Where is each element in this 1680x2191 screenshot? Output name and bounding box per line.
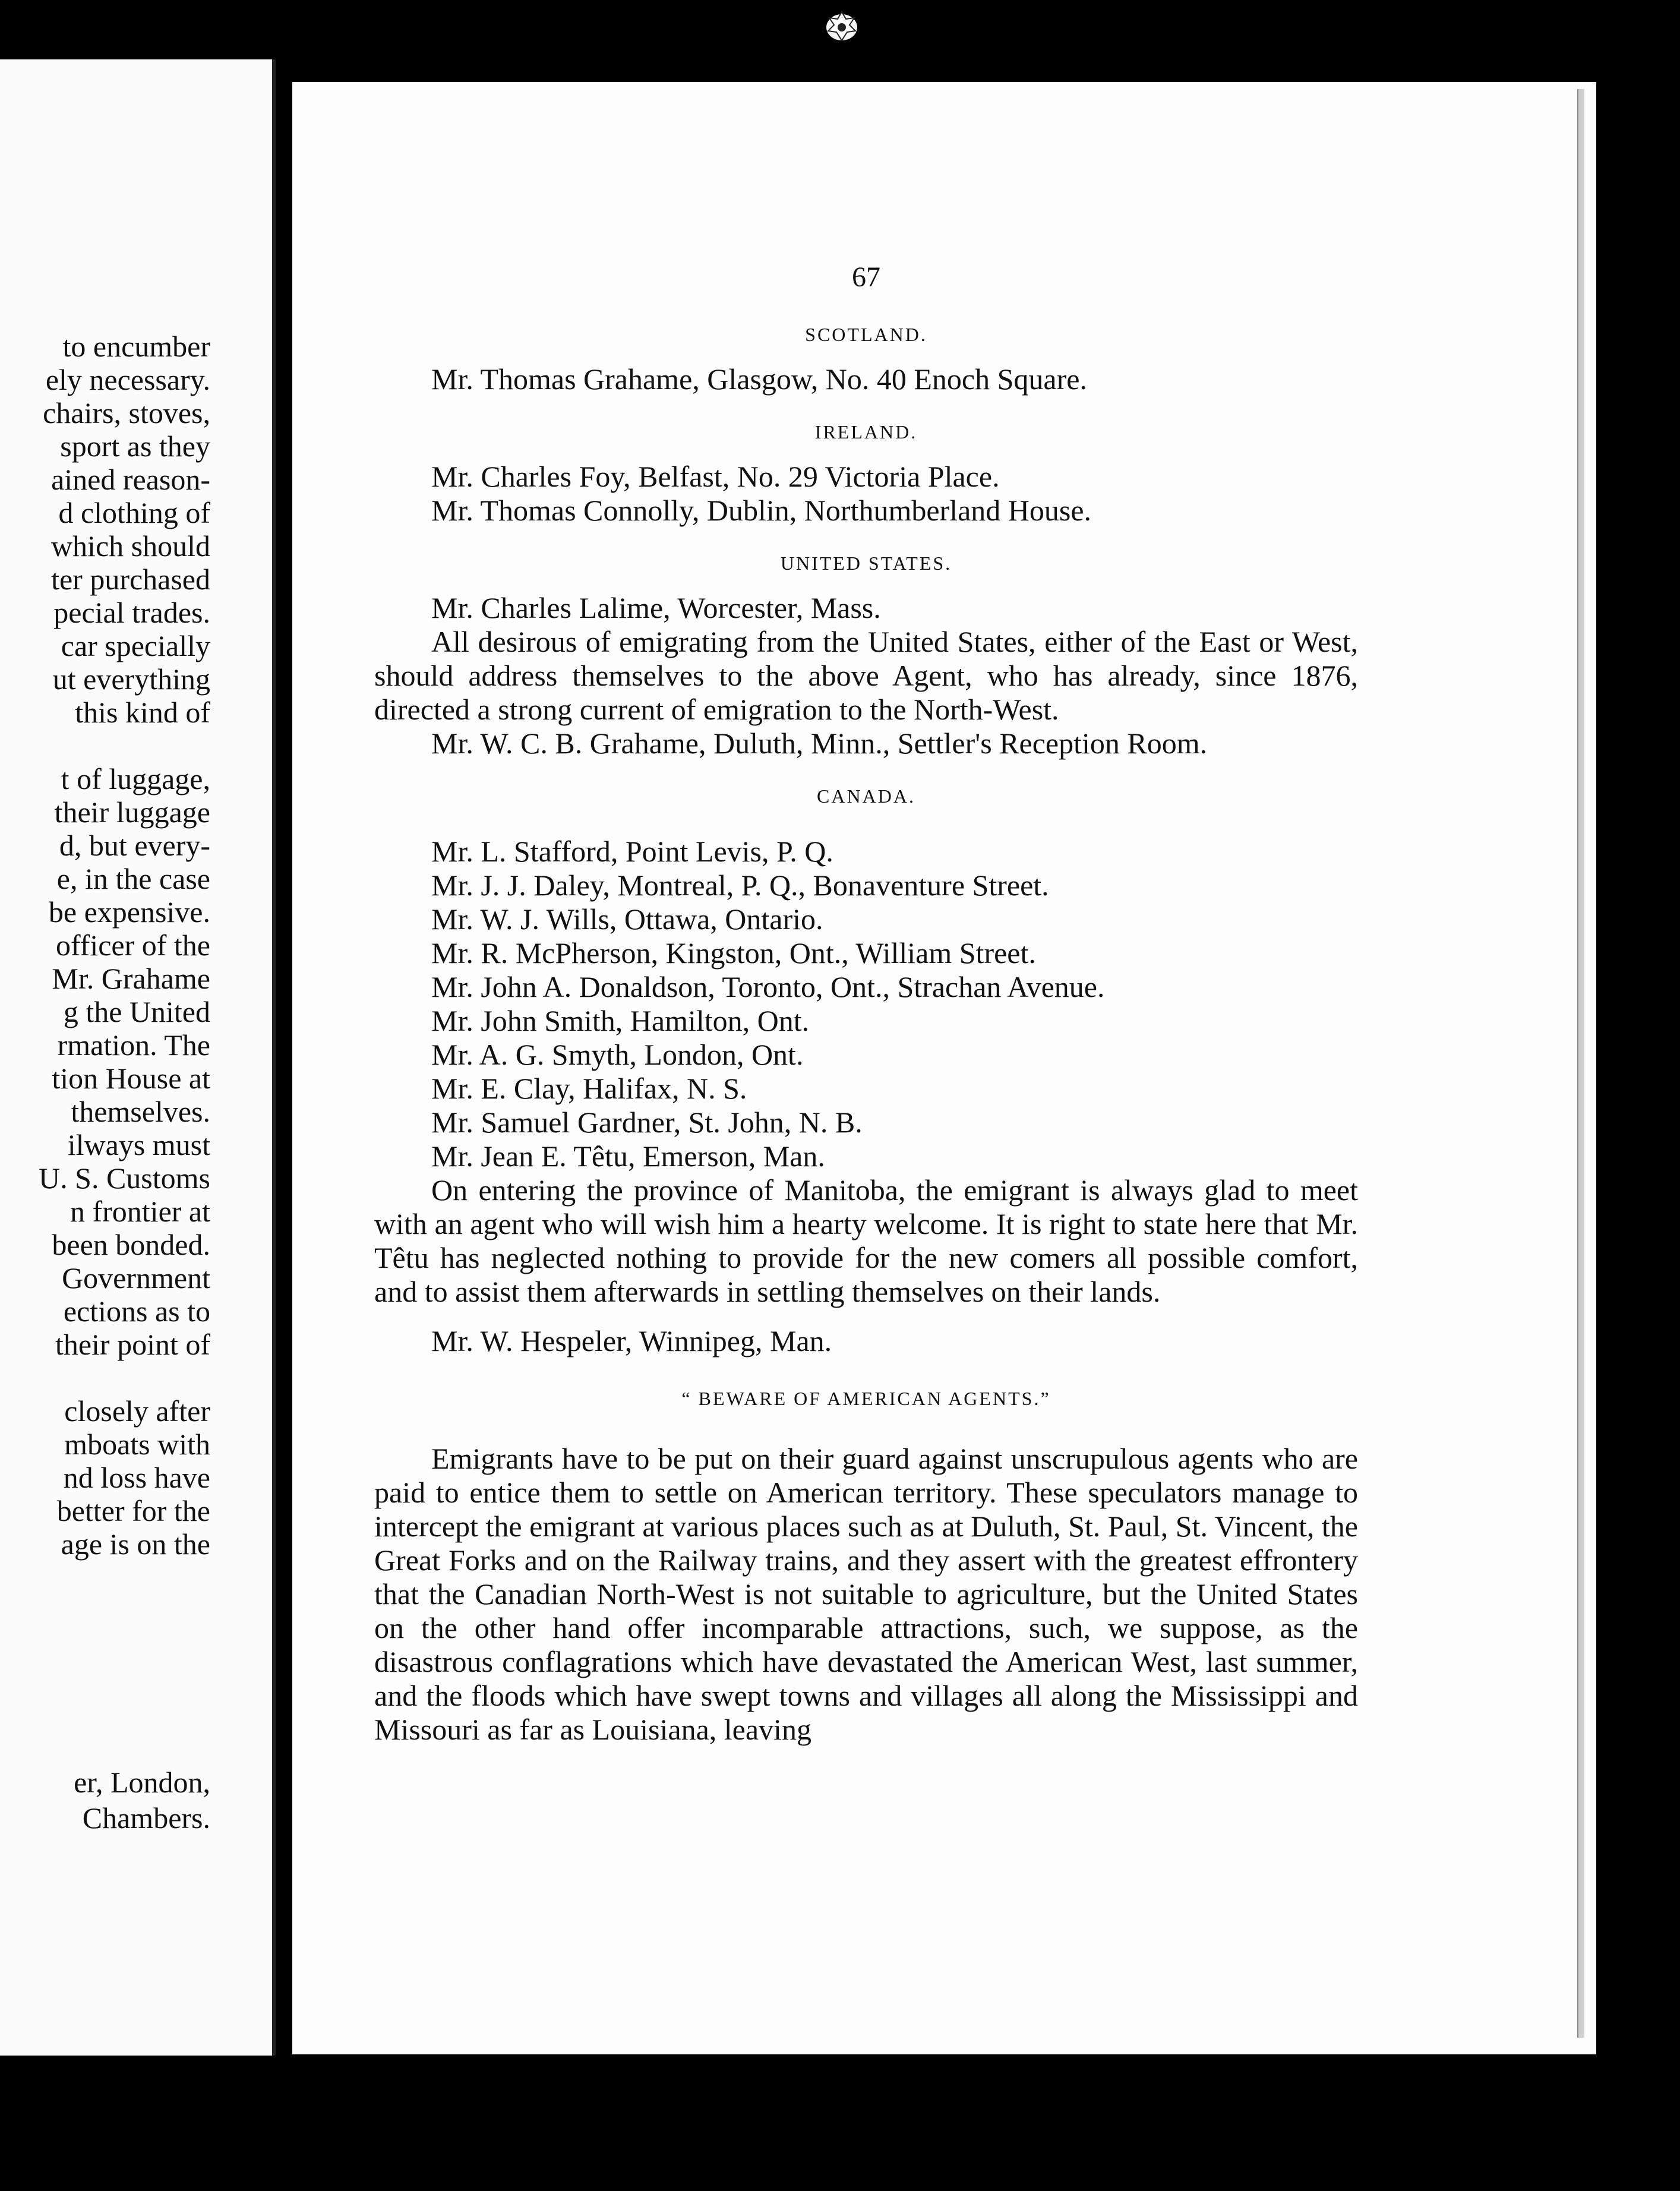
agent-entry: Mr. A. G. Smyth, London, Ont. — [431, 1038, 804, 1071]
left-page-line: nd loss have — [63, 1461, 210, 1494]
left-page-line: been bonded. — [52, 1228, 210, 1261]
left-page-line: their luggage — [54, 795, 210, 829]
left-page-line: to encumber — [62, 330, 210, 363]
left-page-text — [0, 330, 210, 1561]
united-states-paragraph: All desirous of emigrating from the United States, either of the East or West, should address themselves to the above Agent, who has already, since 1876, directed a strong current of emigration to the North-West. — [374, 625, 1358, 726]
agent-entry: Mr. Samuel Gardner, St. John, N. B. — [431, 1106, 863, 1139]
left-page-line — [0, 1361, 210, 1394]
left-page-bottom-text — [0, 1764, 210, 1836]
left-page-line — [0, 729, 210, 762]
left-page-line: ained reason- — [51, 463, 210, 496]
left-page-line: sport as they — [60, 430, 210, 463]
left-page-line: pecial trades. — [53, 596, 210, 629]
left-facing-page — [0, 59, 276, 2056]
agent-entry: Mr. John A. Donaldson, Toronto, Ont., Strachan Avenue. — [431, 970, 1105, 1003]
left-page-line: which should — [50, 529, 210, 563]
beware-paragraph: Emigrants have to be put on their guard against unscrupulous agents who are paid to entice them to settle on American territory. These speculators manage to intercept the emigrant at various places such as at Duluth, St. Paul, St. Vincent, the Great Forks and on the Railway trains, and they assert with the greatest effrontery that the Canadian North-West is not suitable to agriculture, but the United States on the other hand offer incomparable attractions, such, we suppose, as the disastrous conflagrations which have devastated the American West, last summer, and the floods which have swept towns and villages all along the Mississippi and Missouri as far as Louisiana, leaving — [374, 1442, 1358, 1746]
heading-united-states: UNITED STATES. — [780, 553, 952, 574]
left-page-line: this kind of — [75, 696, 210, 729]
left-page-line: Mr. Grahame — [52, 962, 210, 995]
agent-entry: Mr. Thomas Connolly, Dublin, Northumberland House. — [431, 494, 1092, 527]
agent-entry: Mr. E. Clay, Halifax, N. S. — [431, 1072, 747, 1105]
left-page-bottom-line: Chambers. — [82, 1801, 210, 1835]
left-page-line: ter purchased — [51, 563, 210, 596]
right-page — [292, 82, 1596, 2054]
left-page-line: U. S. Customs — [39, 1161, 210, 1195]
left-page-line: age is on the — [61, 1527, 210, 1561]
left-page-line: car specially — [61, 629, 210, 662]
page-edge — [1577, 89, 1584, 2038]
duluth-entry: Mr. W. C. B. Grahame, Duluth, Minn., Settler's Reception Room. — [431, 727, 1208, 760]
heading-scotland: SCOTLAND. — [805, 324, 927, 345]
left-page-line: ely necessary. — [45, 363, 210, 396]
page-number: 67 — [852, 261, 880, 293]
agent-entry: Mr. J. J. Daley, Montreal, P. Q., Bonaventure Street. — [431, 869, 1049, 902]
left-page-bottom-line: er, London, — [74, 1766, 210, 1799]
agent-entry: Mr. Jean E. Têtu, Emerson, Man. — [431, 1139, 825, 1173]
left-page-line: tion House at — [52, 1062, 210, 1095]
heading-ireland: IRELAND. — [814, 421, 918, 443]
agent-entry: Mr. R. McPherson, Kingston, Ont., William Street. — [431, 936, 1036, 970]
left-page-line: d, but every- — [59, 829, 210, 862]
left-page-line: rmation. The — [57, 1028, 210, 1062]
left-page-line: mboats with — [64, 1428, 210, 1461]
left-page-line: officer of the — [55, 929, 210, 962]
left-page-line: t of luggage, — [61, 762, 210, 795]
manitoba-paragraph: On entering the province of Manitoba, the emigrant is always glad to meet with an agent who will wish him a hearty welcome. It is right to state here that Mr. Têtu has neglected nothing to provide for the new comers all possible comfort, and to assist them afterwards in settling themselves on their lands. — [374, 1173, 1358, 1308]
left-page-line: n frontier at — [70, 1195, 210, 1228]
agent-entry: Mr. John Smith, Hamilton, Ont. — [431, 1004, 810, 1037]
left-page-line: closely after — [64, 1394, 210, 1428]
agent-entry: Mr. Charles Lalime, Worcester, Mass. — [431, 591, 881, 624]
agent-entry: Mr. W. J. Wills, Ottawa, Ontario. — [431, 902, 823, 936]
crest-emblem-icon — [821, 5, 863, 46]
left-page-line: Government — [62, 1261, 210, 1295]
left-page-line: themselves. — [71, 1095, 210, 1128]
left-page-line: their point of — [55, 1328, 210, 1361]
agent-entry: Mr. L. Stafford, Point Levis, P. Q. — [431, 835, 833, 868]
agent-entry-winnipeg: Mr. W. Hespeler, Winnipeg, Man. — [431, 1324, 832, 1357]
left-page-line: better for the — [56, 1494, 210, 1527]
left-page-line: e, in the case — [56, 862, 210, 895]
agent-entry: Mr. Thomas Grahame, Glasgow, No. 40 Enoch Square. — [431, 362, 1087, 396]
left-page-line: ut everything — [52, 662, 210, 696]
heading-canada: CANADA. — [817, 785, 915, 807]
left-page-line: chairs, stoves, — [43, 396, 210, 430]
left-page-line: be expensive. — [48, 895, 210, 929]
left-page-line: g the United — [63, 995, 210, 1028]
left-page-line: ections as to — [63, 1295, 210, 1328]
page-content — [374, 260, 1358, 1747]
left-page-line: ilways must — [67, 1128, 210, 1161]
left-page-line: d clothing of — [58, 496, 210, 529]
heading-beware: “ BEWARE OF AMERICAN AGENTS.” — [681, 1388, 1051, 1409]
agent-entry: Mr. Charles Foy, Belfast, No. 29 Victoria Place. — [431, 460, 1000, 493]
